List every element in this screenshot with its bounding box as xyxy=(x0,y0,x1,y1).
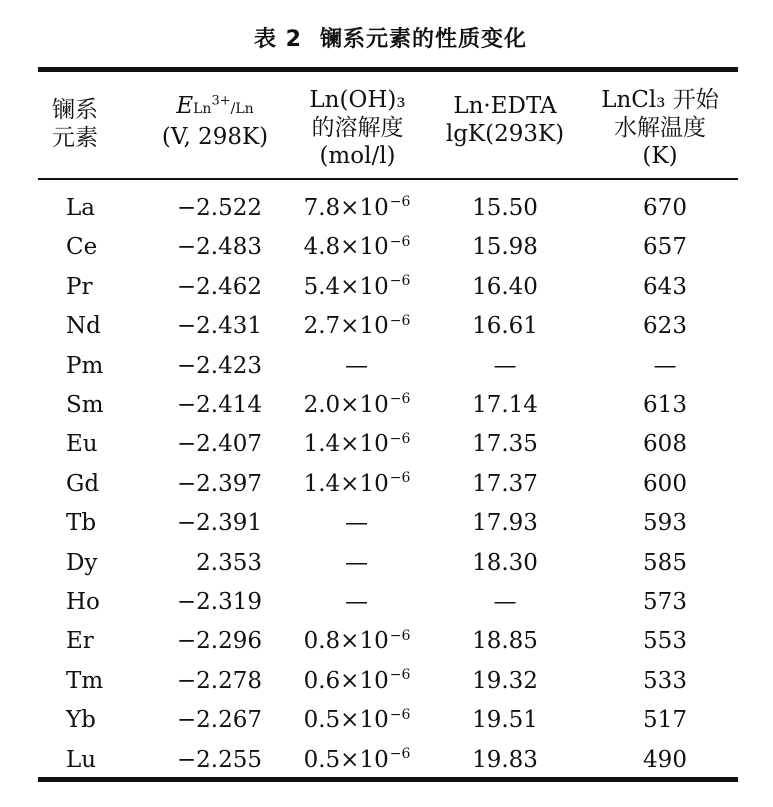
table-row xyxy=(0,465,773,504)
hydrolysis-temp-cell: 490 xyxy=(643,746,687,773)
solubility-mantissa: 0.6×10 xyxy=(303,667,389,694)
element-cell: Lu xyxy=(66,746,97,773)
potential-cell: −2.267 xyxy=(176,707,262,734)
element-cell: Pm xyxy=(66,352,104,379)
edta-cell: 16.40 xyxy=(472,273,538,300)
table-row xyxy=(0,307,773,346)
header-rule xyxy=(38,178,738,180)
solubility-cell xyxy=(292,386,422,425)
hydrolysis-temp-cell: 573 xyxy=(643,589,687,615)
edta-cell: 17.14 xyxy=(472,392,538,418)
hydrolysis-temp-cell: 623 xyxy=(643,313,687,340)
header-solubility-line-3: (mol/l) xyxy=(319,143,396,169)
header-solubility-line-2: 的溶解度 xyxy=(311,115,404,141)
solubility-mantissa: 1.4×10 xyxy=(303,470,389,497)
solubility-mantissa: 0.5×10 xyxy=(303,707,389,734)
table-row xyxy=(0,228,773,267)
potential-cell: −2.414 xyxy=(176,392,262,418)
hydrolysis-temp-cell: 608 xyxy=(643,431,687,458)
solubility-exponent: −6 xyxy=(389,233,411,250)
element-cell: Tm xyxy=(66,667,104,694)
solubility-cell xyxy=(292,189,422,228)
element-cell: Nd xyxy=(66,313,101,340)
header-edta xyxy=(430,92,580,148)
edta-cell: 15.50 xyxy=(472,195,538,221)
header-edta-line-2: lgK(293K) xyxy=(445,121,565,147)
element-cell: Er xyxy=(66,628,94,655)
table-caption: 镧系元素的性质变化 xyxy=(319,27,527,52)
header-hydrolysis-line-3: (K) xyxy=(642,143,678,169)
header-element-line-2: 元素 xyxy=(52,125,98,151)
solubility-mantissa: 7.8×10 xyxy=(303,195,389,221)
solubility-mantissa: — xyxy=(345,589,368,615)
potential-cell: −2.522 xyxy=(176,195,262,221)
hydrolysis-temp-cell: 643 xyxy=(643,273,687,300)
header-potential xyxy=(140,92,290,151)
solubility-cell xyxy=(292,425,422,464)
solubility-mantissa: 0.8×10 xyxy=(303,628,389,655)
solubility-mantissa: 2.0×10 xyxy=(303,392,389,418)
hydrolysis-temp-cell: 553 xyxy=(643,628,687,655)
solubility-mantissa: — xyxy=(345,510,368,537)
header-element-line-1: 镧系 xyxy=(52,97,98,123)
potential-cell: −2.462 xyxy=(176,273,262,300)
potential-cell: −2.431 xyxy=(176,313,262,340)
table-row xyxy=(0,701,773,740)
potential-cell: −2.391 xyxy=(176,510,262,537)
header-potential-unit: (V, 298K) xyxy=(161,124,269,150)
element-cell: Eu xyxy=(66,431,98,458)
element-cell: Pr xyxy=(66,273,93,300)
element-cell: Yb xyxy=(66,707,96,734)
solubility-exponent: −6 xyxy=(389,706,411,723)
solubility-cell xyxy=(292,347,422,386)
solubility-mantissa: 1.4×10 xyxy=(303,431,389,458)
solubility-mantissa: 0.5×10 xyxy=(303,746,389,773)
edta-cell: 19.83 xyxy=(472,746,538,773)
header-element xyxy=(52,96,134,152)
edta-cell: 17.93 xyxy=(472,510,538,537)
potential-cell: −2.483 xyxy=(176,234,262,261)
hydrolysis-temp-cell: 517 xyxy=(643,707,687,734)
table-row xyxy=(0,622,773,661)
table-number: 表 2 xyxy=(254,27,302,52)
table-row xyxy=(0,189,773,228)
solubility-cell xyxy=(292,662,422,701)
table-row xyxy=(0,662,773,701)
element-cell: Ho xyxy=(66,589,100,615)
table-title xyxy=(0,22,773,53)
solubility-exponent: −6 xyxy=(389,391,411,408)
table-row xyxy=(0,386,773,425)
element-cell: La xyxy=(66,195,95,221)
potential-cell: −2.296 xyxy=(176,628,262,655)
solubility-exponent: −6 xyxy=(389,273,411,290)
solubility-cell xyxy=(292,741,422,780)
solubility-cell xyxy=(292,504,422,543)
edta-cell: — xyxy=(493,352,517,379)
table-row xyxy=(0,425,773,464)
solubility-mantissa: 5.4×10 xyxy=(303,273,389,300)
edta-cell: — xyxy=(493,589,517,615)
hydrolysis-temp-cell: 613 xyxy=(643,392,687,418)
hydrolysis-temp-cell: 670 xyxy=(643,195,687,221)
hydrolysis-temp-cell: 600 xyxy=(643,470,687,497)
element-cell: Ce xyxy=(66,234,98,261)
solubility-cell xyxy=(292,228,422,267)
top-rule xyxy=(38,67,738,72)
solubility-cell xyxy=(292,701,422,740)
element-cell: Tb xyxy=(66,510,97,537)
edta-cell: 16.61 xyxy=(472,313,538,340)
potential-cell: −2.255 xyxy=(176,746,262,773)
table-row xyxy=(0,504,773,543)
solubility-mantissa: — xyxy=(345,352,368,379)
edta-cell: 19.51 xyxy=(472,707,538,734)
edta-cell: 18.85 xyxy=(472,628,538,655)
edta-cell: 19.32 xyxy=(472,667,538,694)
potential-cell: 2.353 xyxy=(196,549,262,576)
table-row xyxy=(0,741,773,780)
hydrolysis-temp-cell: — xyxy=(653,352,677,379)
solubility-exponent: −6 xyxy=(389,312,411,329)
solubility-cell xyxy=(292,465,422,504)
solubility-exponent: −6 xyxy=(389,745,411,762)
solubility-mantissa: 4.8×10 xyxy=(303,234,389,261)
table-row xyxy=(0,544,773,583)
element-cell: Dy xyxy=(66,549,98,576)
header-solubility-line-1: Ln(OH)₃ xyxy=(309,87,406,113)
header-edta-line-1: Ln·EDTA xyxy=(453,93,557,119)
solubility-cell xyxy=(292,307,422,346)
solubility-cell xyxy=(292,268,422,307)
potential-cell: −2.319 xyxy=(176,589,262,615)
edta-cell: 17.35 xyxy=(472,431,538,458)
potential-cell: −2.278 xyxy=(176,667,262,694)
potential-cell: −2.423 xyxy=(176,352,262,379)
edta-cell: 15.98 xyxy=(472,234,538,261)
solubility-exponent: −6 xyxy=(389,430,411,447)
potential-cell: −2.407 xyxy=(176,431,262,458)
solubility-exponent: −6 xyxy=(389,667,411,684)
element-cell: Sm xyxy=(66,392,104,418)
hydrolysis-temp-cell: 585 xyxy=(643,549,687,576)
edta-cell: 18.30 xyxy=(472,549,538,576)
solubility-exponent: −6 xyxy=(389,627,411,644)
solubility-exponent: −6 xyxy=(389,194,411,211)
hydrolysis-temp-cell: 593 xyxy=(643,510,687,537)
bottom-rule xyxy=(38,777,738,782)
solubility-mantissa: — xyxy=(345,549,368,576)
table-row xyxy=(0,583,773,622)
table-row xyxy=(0,268,773,307)
header-solubility xyxy=(290,86,425,170)
potential-cell: −2.397 xyxy=(176,470,262,497)
solubility-cell xyxy=(292,544,422,583)
hydrolysis-temp-cell: 657 xyxy=(643,234,687,261)
solubility-exponent: −6 xyxy=(389,470,411,487)
solubility-cell xyxy=(292,583,422,622)
element-cell: Gd xyxy=(66,470,100,497)
solubility-cell xyxy=(292,622,422,661)
solubility-mantissa: 2.7×10 xyxy=(303,313,389,340)
header-potential-symbol: ELn$^{3+}$/Ln xyxy=(176,93,254,119)
hydrolysis-temp-cell: 533 xyxy=(643,667,687,694)
header-hydrolysis xyxy=(585,86,735,170)
edta-cell: 17.37 xyxy=(472,470,538,497)
table-row xyxy=(0,347,773,386)
header-hydrolysis-line-2: 水解温度 xyxy=(614,115,706,141)
header-hydrolysis-line-1: LnCl₃ 开始 xyxy=(601,87,719,113)
